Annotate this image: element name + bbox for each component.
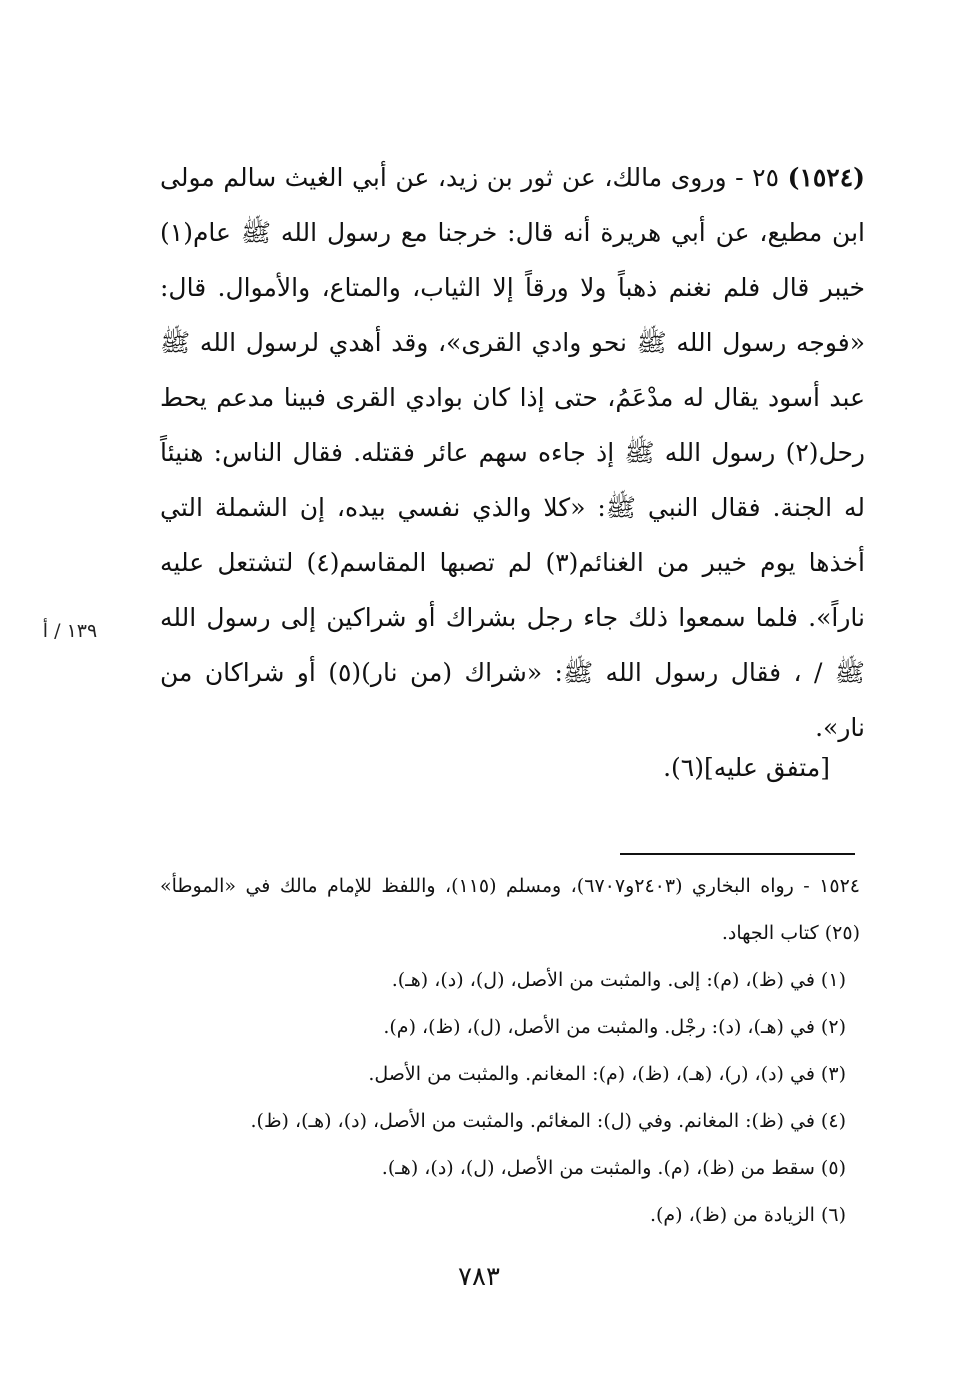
hadith-text: ٢٥ - وروى مالك، عن ثور بن زيد، عن أبي الغيث سالم مولى ابن مطيع، عن أبي هريرة أنه قال: خرجنا مع رسول الله ﷺ عام(١) خيبر قال فلم نغنم ذهباً ولا ورقاً إلا الثياب، والمتاع، والأموال. قال: «فوجه رسول الله ﷺ نحو وادي القرى»، وقد أهدي لرسول الله ﷺ عبد أسود يقال له مدْعَمُ، حتى إذا كان بوادي القرى فبينا مدعم يحط رحل(٢) رسول الله ﷺ إذ جاءه سهم عائر فقتله. فقال الناس: هنيئاً له الجنة. فقال النبي ﷺ: «كلا والذي نفسي بيده، إن الشملة التي أخذها يوم خيبر من الغنائم(٣) لم تصبها المقاسم(٤) لتشتعل عليه ناراً». فلما سمعوا ذلك جاء رجل بشراك أو شراكين إلى رسول الله ﷺ / ، فقال رسول الله ﷺ: «شراك (من نار)(٥) أو شراكان من نار». — [160, 163, 865, 742]
manuscript-folio-marker: ١٣٩ / أ — [42, 620, 98, 642]
agreed-upon-note: [متفق عليه](٦). — [663, 753, 830, 782]
footnote-item: (١) في (ظ)، (م): إلى. والمثبت من الأصل، (ل)، (د)، (هـ). — [391, 969, 846, 991]
page-number: ٧٨٣ — [458, 1262, 500, 1292]
hadith-paragraph — [160, 150, 865, 755]
footnote-source: ١٥٢٤ - رواه البخاري (٢٤٠٣و٦٧٠٧)، ومسلم (١١٥)، واللفظ للإمام مالك في «الموطأ» (٢٥) كتاب الجهاد. — [160, 875, 860, 944]
hadith-number: (١٥٢٤) — [787, 163, 865, 192]
footnote-item: (٣) في (د)، (ر)، (هـ)، (ظ)، (م): المغانم. والمثبت من الأصل. — [368, 1063, 846, 1085]
footnote-item: (٤) في (ظ): المغانم. وفي (ل): المغائم. والمثبت من الأصل، (د)، (هـ)، (ظ). — [250, 1110, 846, 1132]
footnote-divider — [620, 853, 855, 855]
footnote-item: (٢) في (هـ)، (د): رجْل. والمثبت من الأصل، (ل)، (ظ)، (م). — [383, 1016, 846, 1038]
footnote-item: (٦) الزيادة من (ظ)، (م). — [649, 1204, 846, 1226]
hadith-body — [160, 150, 865, 755]
footnotes-section — [160, 863, 860, 1239]
footnote-item: (٥) سقط من (ظ)، (م). والمثبت من الأصل، (ل)، (د)، (هـ). — [381, 1157, 846, 1179]
